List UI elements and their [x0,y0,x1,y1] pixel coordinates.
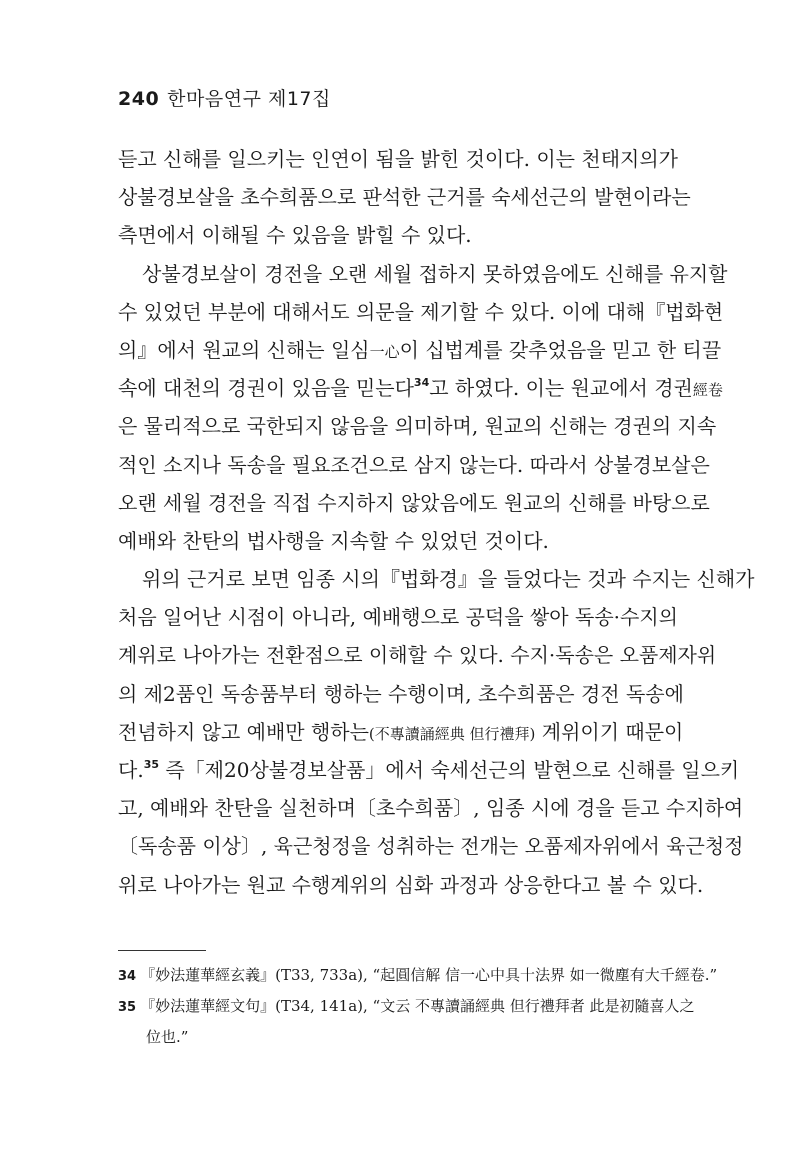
footnote-number: 35 [118,1000,137,1015]
footnote-ref-34: 34 [413,376,430,390]
main-text [118,140,755,904]
text-line: 은 물리적으로 국한되지 않음을 의미하며, 원교의 신해는 경권의 지속 [118,414,717,439]
text-line [118,369,723,407]
text-span: 다. [118,758,144,782]
journal-title: 한마음연구 제17집 [167,88,331,110]
footnote-35-continued: 位也.” [146,1028,189,1046]
text-span: 계위이기 때문이 [535,719,684,744]
text-line: 처음 일어난 시점이 아니라, 예배행으로 공덕을 쌓아 독송·수지의 [118,605,678,630]
footnote-text: 『妙法蓮華經玄義』(T33, 733a), “起圓信解 信一心中具十法界 如一微塵有大千經卷.” [140,966,718,984]
text-line: 〔독송품 이상〕, 육근청정을 성취하는 전개는 오품제자위에서 육근청정 [118,834,744,859]
running-header [118,84,331,111]
footnote-number: 34 [118,969,137,984]
hanja-gloss: (不專讀誦經典 但行禮拜) [368,724,536,743]
hanja-gloss: 經卷 [692,381,723,400]
text-line: 측면에서 이해될 수 있음을 밝힐 수 있다. [118,223,472,248]
text-span: 의』에서 원교의 신해는 일심 [118,337,370,362]
text-line: 듣고 신해를 일으키는 인연이 됨을 밝힌 것이다. 이는 천태지의가 [118,147,678,171]
text-line [118,751,740,789]
text-line: 적인 소지나 독송을 필요조건으로 삼지 않는다. 따라서 상불경보살은 [118,452,710,477]
text-line: 계위로 나아가는 전환점으로 이해할 수 있다. 수지·독송은 오품제자위 [118,643,717,668]
text-line: 위로 나아가는 원교 수행계위의 심화 과정과 상응한다고 볼 수 있다. [118,872,704,897]
page-number: 240 [118,88,160,110]
text-line: 오랜 세월 경전을 직접 수지하지 않았음에도 원교의 신해를 바탕으로 [118,490,710,515]
text-span: 즉「제20상불경보살품」에서 숙세선근의 발현으로 신해를 일으키 [159,758,740,782]
text-line: 위의 근거로 보면 임종 시의『법화경』을 들었다는 것과 수지는 신해가 [142,567,755,592]
footnote-text: 『妙法蓮華經文句』(T34, 141a), “文云 不專讀誦經典 但行禮拜者 此是初隨喜人之 [140,997,695,1015]
footnote-35 [118,991,695,1022]
text-line: 의 제2품인 독송품부터 행하는 수행이며, 초수희품은 경전 독송에 [118,681,684,706]
text-span: 고 하였다. 이는 원교에서 경권 [429,376,693,401]
text-line: 상불경보살이 경전을 오랜 세월 접하지 못하였음에도 신해를 유지할 [142,261,728,286]
text-line: 예배와 찬탄의 법사행을 지속할 수 있었던 것이다. [118,528,549,553]
text-line [118,713,684,751]
hanja-gloss: 一心 [369,342,400,361]
footnote-34 [118,960,718,991]
text-line: 고, 예배와 찬탄을 실천하며〔초수희품〕, 임종 시에 경을 듣고 수지하여 [118,796,744,821]
text-line: 수 있었던 부분에 대해서도 의문을 제기할 수 있다. 이에 대해『법화현 [118,299,724,324]
footnote-divider [118,950,206,951]
text-span: 속에 대천의 경권이 있음을 믿는다 [118,376,414,401]
text-span: 전념하지 않고 예배만 행하는 [118,719,369,744]
text-line: 상불경보살을 초수희품으로 판석한 근거를 숙세선근의 발현이라는 [118,185,691,210]
text-span: 이 십법계를 갖추었음을 믿고 한 티끌 [399,337,722,362]
text-line [118,331,722,369]
footnotes [118,960,718,1053]
footnote-ref-35: 35 [143,758,159,771]
